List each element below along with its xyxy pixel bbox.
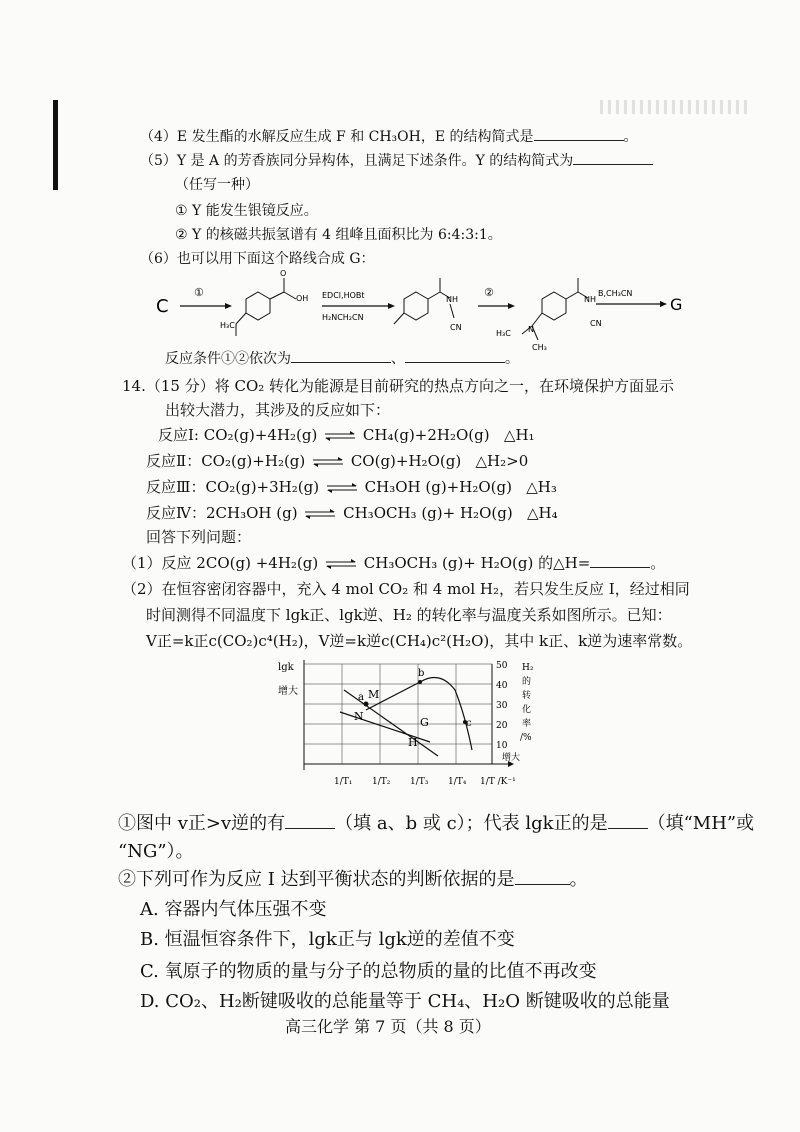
svg-text:OH: OH (296, 294, 309, 303)
answer-prompt: 回答下列问题： (146, 528, 252, 546)
question-14-head: 14.（15 分）将 CO₂ 转化为能源是目前研究的热点方向之一，在环境保护方面显示 (122, 377, 675, 395)
question-5-note: （任写一种） (175, 177, 259, 193)
part-1: （1）反应 2CO(g) +4H₂(g) CH₃OCH₃ (g)+ H₂O(g) 的△H= 。 (122, 554, 666, 572)
y-right-title: 的 (522, 677, 532, 687)
scan-smudge (600, 100, 750, 114)
x-tick: 1/T /K⁻¹ (480, 777, 516, 787)
y-right-tick: 20 (496, 721, 508, 731)
page-footer: 高三化学 第 7 页（共 8 页） (285, 1017, 491, 1036)
answer-blank-sub1-2[interactable] (608, 828, 648, 829)
label-G: G (420, 716, 429, 729)
svg-text:CN: CN (590, 319, 602, 328)
route-start: C (156, 296, 169, 317)
svg-text:CN: CN (450, 323, 462, 332)
part-2-line-2: 时间测得不同温度下 lgk正、lgk逆、H₂ 的转化率与温度关系如图所示。已知： (146, 606, 672, 624)
scan-edge-mark (53, 100, 58, 190)
point-a (364, 702, 369, 707)
equilibrium-arrow-icon (324, 431, 356, 441)
reaction-1: 反应Ⅰ: CO₂(g)+4H₂(g) CH₄(g)+2H₂O(g) △H₁ (158, 426, 535, 444)
label-c: c (466, 718, 472, 729)
y-right-tick: 10 (496, 741, 508, 751)
x-tick: 1/T₁ (334, 777, 353, 787)
svg-text:NH: NH (584, 295, 596, 304)
reaction-3: 反应Ⅲ：CO₂(g)+3H₂(g) CH₃OH (g)+H₂O(g) △H₃ (146, 478, 557, 496)
svg-text:CH₃: CH₃ (532, 343, 547, 352)
option-b: B. 恒温恒容条件下，lgk正与 lgk逆的差值不变 (140, 929, 515, 950)
route-reagent-3: B,CH₃CN (598, 289, 633, 298)
answer-blank-sub1-1[interactable] (285, 828, 335, 829)
answer-blank-q6-1[interactable] (291, 362, 391, 363)
route-reagent-1: EDCl,HOBt (322, 291, 365, 300)
question-5: （5）Y 是 A 的芳香族同分异构体，且满足下述条件。Y 的结构简式为 (140, 152, 653, 170)
option-a: A. 容器内气体压强不变 (140, 899, 327, 920)
equilibrium-arrow-icon (326, 483, 358, 493)
x-tick: 1/T₃ (410, 777, 429, 787)
svg-text:O: O (280, 269, 287, 278)
point-b (418, 680, 422, 684)
reaction-2: 反应Ⅱ：CO₂(g)+H₂(g) CO(g)+H₂O(g) △H₂>0 (146, 452, 529, 470)
y-right-title: 化 (522, 705, 532, 715)
label-b: b (418, 668, 425, 679)
x-tick: 1/T₄ (448, 777, 467, 787)
route-reagent-2: H₂NCH₂CN (322, 313, 364, 322)
answer-blank-sub2[interactable] (515, 884, 570, 885)
answer-blank-q6-2[interactable] (405, 362, 505, 363)
condition-2: ② Y 的核磁共振氢谱有 4 组峰且面积比为 6:4:3:1。 (175, 227, 502, 243)
sub-question-1-end: “NG”）。 (118, 841, 194, 862)
svg-text:N: N (528, 325, 534, 334)
y-left-direction: 增大 (278, 686, 298, 697)
synthesis-route (150, 268, 710, 352)
y-right-title: /% (520, 733, 532, 743)
svg-text:NH: NH (446, 295, 458, 304)
answer-blank-q4[interactable] (534, 140, 624, 141)
question-6: （6）也可以用下面这个路线合成 G： (140, 251, 375, 267)
route-step-1: ① (194, 286, 204, 299)
y-left-label: lgk (278, 662, 294, 673)
sub-question-1: ①图中 v正>v逆的有 （填 a、b 或 c）；代表 lgk正的是 （填“MH”或 (118, 813, 755, 834)
rate-constant-chart (270, 660, 570, 810)
y-right-tick: 30 (496, 701, 508, 711)
route-step-2: ② (484, 286, 494, 299)
question-4: （4）E 发生酯的水解反应生成 F 和 CH₃OH，E 的结构简式是 。 (140, 129, 638, 145)
y-right-title: 率 (522, 719, 532, 729)
question-6-answer: 反应条件①②依次为 、 。 (165, 351, 519, 367)
condition-1: ① Y 能发生银镜反应。 (175, 203, 318, 219)
y-right-tick: 50 (496, 661, 508, 671)
option-c: C. 氧原子的物质的量与分子的总物质的量的比值不再改变 (140, 961, 597, 982)
x-tick: 1/T₂ (372, 777, 391, 787)
molecule-1 (236, 278, 296, 336)
sub-question-2: ②下列可作为反应 I 达到平衡状态的判断依据的是 。 (118, 869, 588, 890)
option-d: D. CO₂、H₂断键吸收的总能量等于 CH₄、H₂O 断键吸收的总能量 (140, 991, 670, 1012)
equilibrium-arrow-icon (312, 457, 344, 467)
y-right-title: 转 (522, 691, 532, 701)
part-2-line-3: V正=k正c(CO₂)c⁴(H₂)，V逆=k逆c(CH₄)c²(H₂O)，其中 k正、k逆为速率常数。 (146, 632, 693, 650)
answer-blank-delta-h[interactable] (590, 567, 650, 568)
molecule-2 (394, 278, 454, 324)
label-a: a (358, 692, 364, 703)
route-end: G (670, 295, 683, 314)
equilibrium-arrow-icon (304, 509, 336, 519)
y-right-tick: 40 (496, 681, 508, 691)
label-M: M (368, 688, 380, 701)
part-2-line-1: （2）在恒容密闭容器中，充入 4 mol CO₂ 和 4 mol H₂，若只发生反应 I，经过相同 (122, 580, 690, 598)
label-N: N (354, 710, 364, 723)
label-H: H (408, 736, 418, 749)
answer-blank-q5[interactable] (573, 164, 653, 165)
x-direction: 增大 (502, 753, 521, 763)
equilibrium-arrow-icon (325, 559, 357, 569)
reaction-4: 反应Ⅳ：2CH₃OH (g) CH₃OCH₃ (g)+ H₂O(g) △H₄ (146, 504, 558, 522)
svg-text:H₃C: H₃C (496, 329, 511, 338)
y-right-title: H₂ (522, 663, 534, 673)
question-14-head-2: 出较大潜力，其涉及的反应如下： (165, 401, 391, 419)
svg-text:H₃C: H₃C (220, 321, 235, 330)
